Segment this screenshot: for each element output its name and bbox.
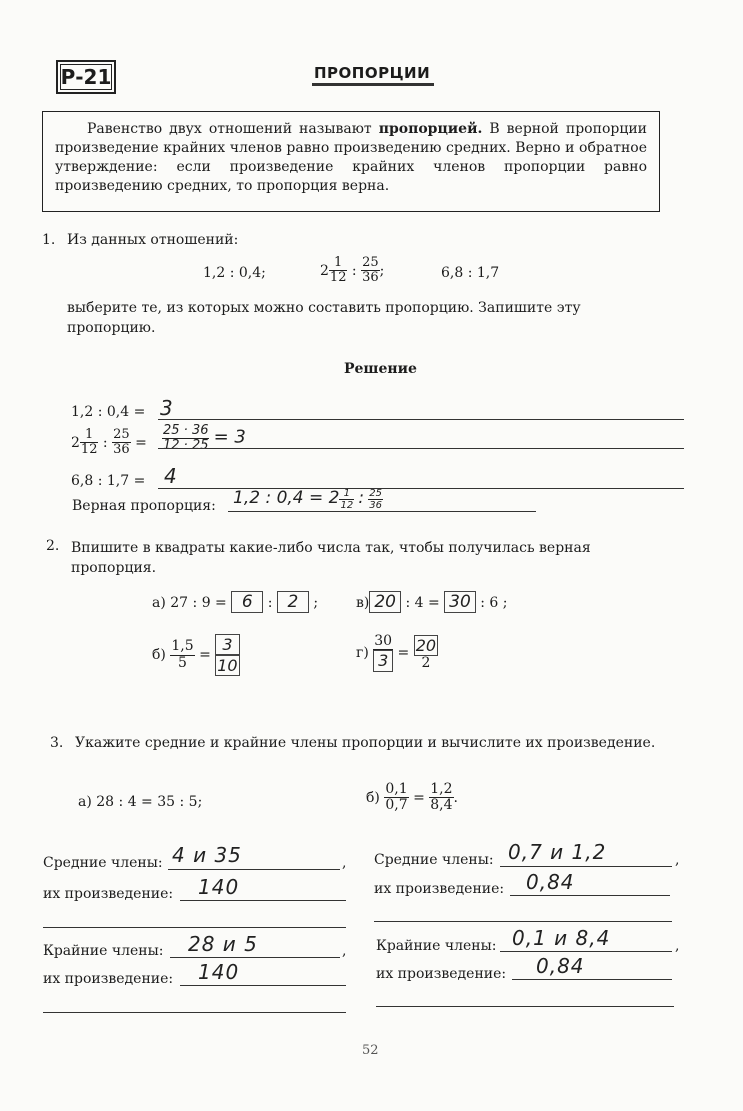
b-extreme-product-label: их произведение: (376, 966, 507, 982)
a-extreme-line (170, 957, 340, 958)
task2-text: Впишите в квадраты какие-либо числа так, чтобы получилась верная пропорция. (71, 540, 591, 576)
b-middle-line (500, 866, 672, 867)
b-middle-answer: 0,7 и 1,2 (508, 840, 607, 864)
task2-a-box-1: 6 (231, 591, 263, 613)
b-middle-product-label: их произведение: (374, 881, 505, 897)
correct-proportion-label: Верная пропорция: (72, 498, 216, 514)
page-title: ПРОПОРЦИИ (314, 64, 431, 82)
solution-line-2 (158, 448, 684, 449)
b-extreme-product-line (512, 979, 672, 980)
task2-b: б) $\frac{1,5}{5}$ = $\frac{3}{10}$ (152, 635, 238, 676)
a-extreme-label: Крайние члены: (43, 943, 164, 959)
task3-a-proportion: а) 28 : 4 = 35 : 5; (78, 794, 203, 810)
b-middle-comma: , (675, 852, 680, 868)
b-blank-line-2 (376, 1006, 674, 1007)
rule-text-2: В верной пропорции произведение крайних членов равно произведению средних. Верно и обратное утверждение: если произведение крайних членов пропорции равно произведению средних, то пропорция верна. (55, 121, 647, 194)
a-extreme-product-answer: 140 (198, 960, 240, 984)
a-middle-comma: , (342, 855, 347, 871)
a-extreme-answer: 28 и 5 (188, 932, 258, 956)
a-middle-product-line (180, 900, 346, 901)
b-extreme-comma: , (675, 938, 680, 954)
rule-term: пропорцией. (378, 121, 483, 137)
b-middle-product-answer: 0,84 (526, 870, 575, 894)
task2-a: а) 27 : 9 = 6 : 2 ; (152, 592, 319, 612)
task3-b-proportion: б) $\frac{0,1}{0,7}$ = $\frac{1,2}{8,4}$ . (366, 781, 458, 814)
a-extreme-product-label: их произведение: (43, 971, 174, 987)
task1-text: Из данных отношений: (67, 232, 239, 248)
task2-v: в) 20 : 4 = 30 : 6 ; (356, 592, 508, 612)
b-extreme-product-answer: 0,84 (536, 954, 585, 978)
ratio-2: 2 $\frac{1}{12}$ : $\frac{25}{36}$ ; (320, 255, 385, 286)
a-middle-product-label: их произведение: (43, 886, 174, 902)
a-middle-line (168, 869, 340, 870)
task2-v-box-2: 30 (444, 591, 476, 613)
solution-line-3-label: 6,8 : 1,7 = (71, 473, 146, 489)
solution-title: Решение (344, 361, 417, 377)
solution-line-1-answer: 3 (160, 396, 174, 420)
b-middle-label: Средние члены: (374, 852, 494, 868)
b-blank-line-1 (374, 921, 672, 922)
b-middle-product-line (510, 895, 670, 896)
a-blank-line-2 (43, 1012, 346, 1013)
section-code: Р-21 (60, 65, 112, 89)
correct-proportion-answer: 1,2 : 0,4 = 2 $\frac{1}{12}$ : $\frac{25}{36}$ (233, 488, 382, 511)
solution-line-3-answer: 4 (164, 464, 178, 488)
task2-a-box-2: 2 (277, 591, 309, 613)
solution-line-1-label: 1,2 : 0,4 = (71, 404, 146, 420)
task1-number: 1. (42, 232, 56, 248)
ratio-1: 1,2 : 0,4; (203, 265, 266, 281)
task3-number: 3. (50, 735, 64, 751)
ratio-3: 6,8 : 1,7 (441, 265, 500, 281)
a-extreme-product-line (180, 985, 346, 986)
page-number: 52 (362, 1043, 379, 1058)
task3-text: Укажите средние и крайние члены пропорции и вычислите их произведение. (75, 735, 656, 751)
b-extreme-answer: 0,1 и 8,4 (512, 926, 611, 950)
rule-box (42, 111, 660, 212)
task2-g: г) $\frac{30}{3}$ = $\frac{20}{2}$ (356, 633, 437, 671)
task2-number: 2. (46, 538, 60, 554)
a-middle-product-answer: 140 (198, 875, 240, 899)
solution-line-1 (158, 419, 684, 420)
solution-line-2-label: 2 $\frac{1}{12}$ : $\frac{25}{36}$ = (71, 427, 147, 458)
title-underline (312, 83, 434, 86)
a-middle-answer: 4 и 35 (172, 843, 242, 867)
solution-line-2-answer: $\frac{25 \cdot 36}{12 \cdot 25}$ = 3 (163, 423, 246, 454)
b-extreme-line (500, 951, 672, 952)
a-middle-label: Средние члены: (43, 855, 163, 871)
task1-text-2: выберите те, из которых можно составить пропорцию. Запишите эту пропорцию. (67, 300, 581, 336)
correct-proportion-line (228, 511, 536, 512)
task2-v-box-1: 20 (369, 591, 401, 613)
b-extreme-label: Крайние члены: (376, 938, 497, 954)
a-blank-line-1 (43, 927, 346, 928)
rule-text-1: Равенство двух отношений называют (87, 121, 372, 137)
section-code-box (56, 60, 116, 94)
a-extreme-comma: , (342, 943, 347, 959)
